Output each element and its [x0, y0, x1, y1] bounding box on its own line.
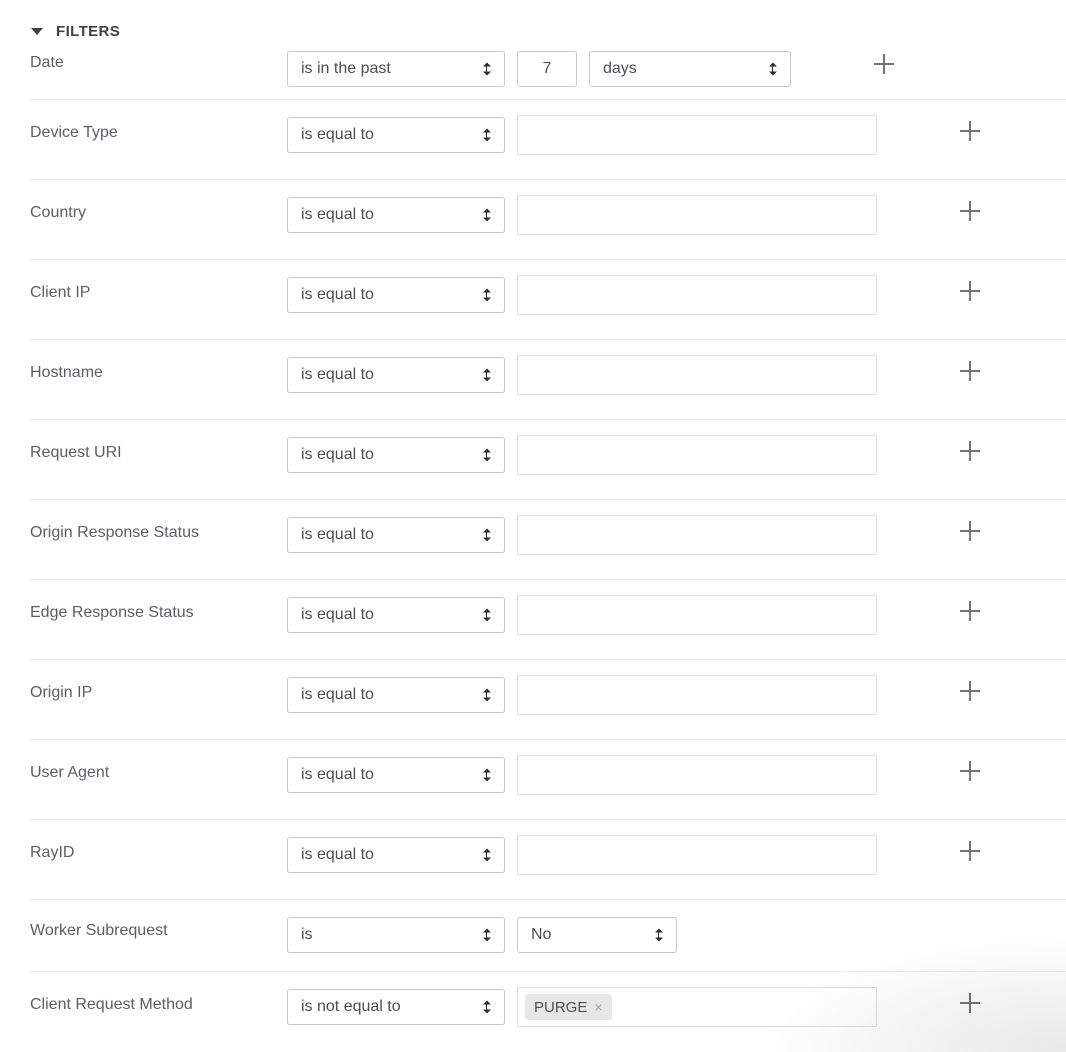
operator-select[interactable] — [287, 677, 505, 713]
filter-controls — [287, 100, 1066, 155]
filter-label: RayID — [30, 844, 75, 861]
filter-controls — [287, 740, 1066, 795]
filter-controls — [287, 660, 1066, 715]
filter-row — [30, 972, 1066, 1052]
select-stepper-icon — [654, 929, 663, 942]
operator-select[interactable] — [287, 51, 505, 87]
filter-controls — [287, 972, 1066, 1027]
add-filter-button[interactable] — [960, 521, 980, 541]
filter-row — [30, 660, 1066, 740]
operator-select[interactable] — [287, 757, 505, 793]
select-value: is equal to — [301, 366, 374, 383]
select-stepper-icon — [482, 929, 491, 942]
filter-label: Edge Response Status — [30, 604, 194, 621]
select-value: is equal to — [301, 446, 374, 463]
operator-select[interactable] — [287, 117, 505, 153]
select-value: is in the past — [301, 60, 391, 77]
filter-controls — [287, 580, 1066, 635]
add-filter-button[interactable] — [960, 201, 980, 221]
add-filter-button[interactable] — [960, 681, 980, 701]
value-input[interactable] — [517, 275, 877, 315]
filter-controls — [287, 340, 1066, 395]
filters-title: FILTERS — [56, 22, 121, 40]
filter-rows — [30, 47, 1066, 1052]
select-value: is equal to — [301, 686, 374, 703]
filter-row — [30, 100, 1066, 180]
select-value: days — [603, 60, 637, 77]
select-value: is equal to — [301, 286, 374, 303]
select-stepper-icon — [482, 129, 491, 142]
select-stepper-icon — [482, 849, 491, 862]
value-input[interactable] — [517, 515, 877, 555]
select-stepper-icon — [482, 689, 491, 702]
value-input[interactable] — [517, 195, 877, 235]
add-filter-button[interactable] — [960, 841, 980, 861]
add-filter-button[interactable] — [874, 54, 894, 74]
select-value: is equal to — [301, 126, 374, 143]
select-stepper-icon — [482, 289, 491, 302]
operator-select[interactable] — [287, 917, 505, 953]
filter-controls — [287, 500, 1066, 555]
filter-row — [30, 740, 1066, 820]
filter-controls — [287, 420, 1066, 475]
select-value: is equal to — [301, 206, 374, 223]
filter-row — [30, 420, 1066, 500]
tag-remove-icon[interactable]: × — [594, 999, 603, 1015]
operator-select[interactable] — [287, 989, 505, 1025]
operator-select[interactable] — [287, 597, 505, 633]
select-stepper-icon — [482, 63, 491, 76]
operator-select[interactable] — [287, 197, 505, 233]
value-input[interactable] — [517, 675, 877, 715]
filter-row — [30, 900, 1066, 972]
filter-label: Request URI — [30, 444, 122, 461]
unit-select[interactable] — [589, 51, 791, 87]
filter-row — [30, 580, 1066, 660]
filter-label: Device Type — [30, 124, 118, 141]
select-stepper-icon — [482, 369, 491, 382]
select-stepper-icon — [482, 1001, 491, 1014]
filter-row — [30, 820, 1066, 900]
filter-label: Client IP — [30, 284, 91, 301]
select-value: is equal to — [301, 766, 374, 783]
filter-label: Worker Subrequest — [30, 922, 168, 939]
add-filter-button[interactable] — [960, 121, 980, 141]
filter-controls — [287, 47, 1066, 87]
operator-select[interactable] — [287, 357, 505, 393]
filter-controls — [287, 900, 1066, 953]
operator-select[interactable] — [287, 277, 505, 313]
value-input[interactable] — [517, 595, 877, 635]
value-input[interactable] — [517, 435, 877, 475]
select-value: is — [301, 926, 313, 943]
select-value: is equal to — [301, 846, 374, 863]
filter-row — [30, 180, 1066, 260]
value-input[interactable] — [517, 755, 877, 795]
add-filter-button[interactable] — [960, 361, 980, 381]
filter-label: User Agent — [30, 764, 110, 781]
select-stepper-icon — [482, 609, 491, 622]
value-input[interactable] — [517, 835, 877, 875]
tag-label: PURGE — [534, 998, 588, 1016]
select-value: is not equal to — [301, 998, 401, 1015]
select-stepper-icon — [482, 209, 491, 222]
select-value: No — [531, 926, 552, 943]
select-stepper-icon — [768, 63, 777, 76]
select-stepper-icon — [482, 769, 491, 782]
add-filter-button[interactable] — [960, 441, 980, 461]
operator-select[interactable] — [287, 517, 505, 553]
add-filter-button[interactable] — [960, 281, 980, 301]
number-input[interactable] — [517, 51, 577, 87]
add-filter-button[interactable] — [960, 993, 980, 1013]
filter-row — [30, 500, 1066, 580]
filter-row — [30, 260, 1066, 340]
value-select[interactable] — [517, 917, 677, 953]
filter-controls — [287, 820, 1066, 875]
filter-row — [30, 47, 1066, 100]
filter-controls — [287, 260, 1066, 315]
filter-label: Hostname — [30, 364, 103, 381]
filter-label: Client Request Method — [30, 996, 193, 1013]
tags-input[interactable] — [517, 987, 877, 1027]
select-stepper-icon — [482, 529, 491, 542]
select-value: is equal to — [301, 526, 374, 543]
operator-select[interactable] — [287, 437, 505, 473]
collapse-triangle-icon[interactable] — [31, 28, 43, 35]
filter-label: Origin Response Status — [30, 524, 199, 541]
value-tag — [525, 994, 612, 1020]
add-filter-button[interactable] — [960, 761, 980, 781]
filter-controls — [287, 180, 1066, 235]
filter-label: Country — [30, 204, 87, 221]
filters-header — [0, 0, 1066, 47]
value-input[interactable] — [517, 355, 877, 395]
select-value: is equal to — [301, 606, 374, 623]
select-stepper-icon — [482, 449, 491, 462]
filter-label: Date — [30, 54, 64, 71]
operator-select[interactable] — [287, 837, 505, 873]
add-filter-button[interactable] — [960, 601, 980, 621]
filter-row — [30, 340, 1066, 420]
value-input[interactable] — [517, 115, 877, 155]
filter-label: Origin IP — [30, 684, 93, 701]
